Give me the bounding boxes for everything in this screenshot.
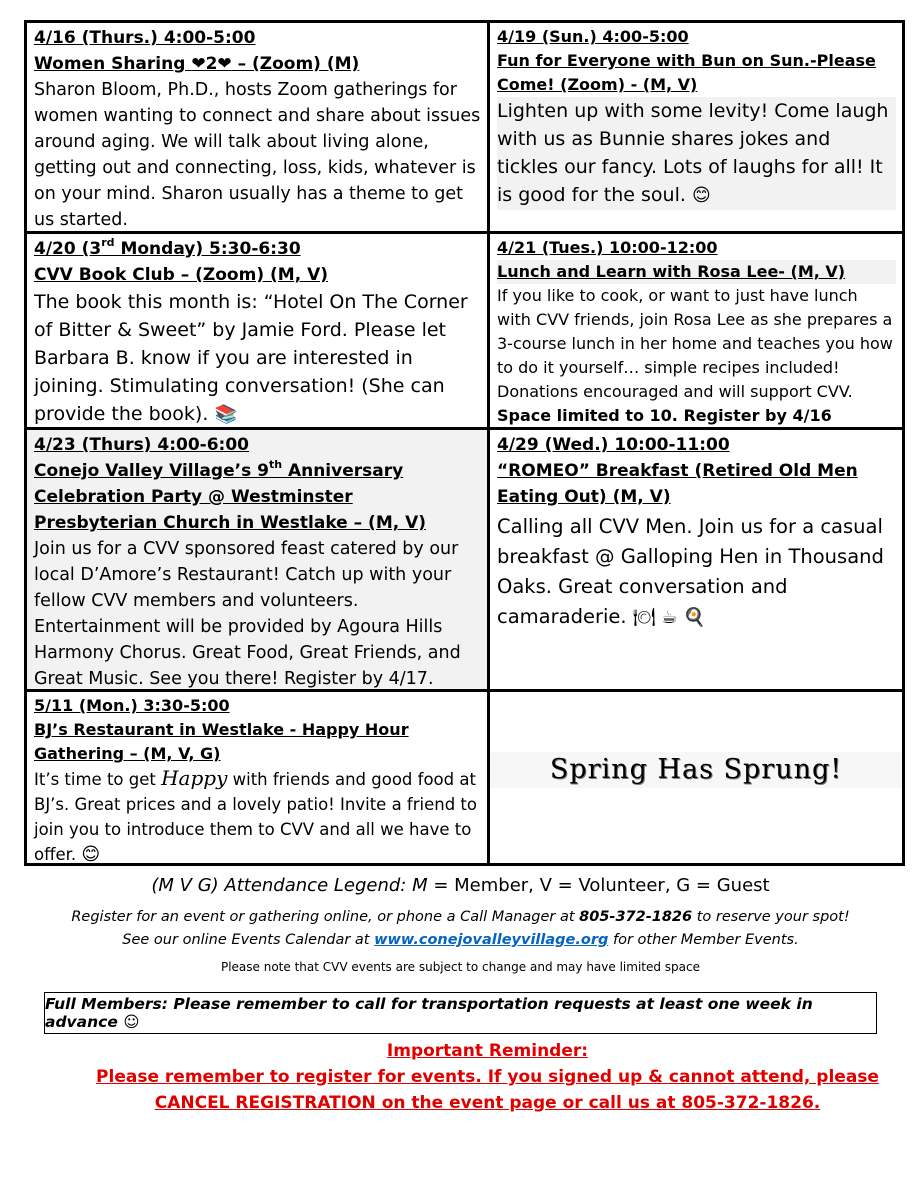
event-cell-women-sharing — [27, 23, 490, 231]
books-icon: 📚 — [214, 404, 237, 425]
transport-reminder-box: Full Members: Please remember to call for transportation requests at least one week in advance ☺ — [44, 992, 877, 1034]
event-title: Women Sharing ❤2❤ – (Zoom) (M) — [34, 54, 360, 74]
event-title: Fun for Everyone with Bun on Sun.-Please Come! (Zoom) - (M, V) — [497, 51, 876, 94]
event-description: Join us for a CVV sponsored feast catered by our local D’Amore’s Restaurant! Catch up with your fellow CVV members and volunteers. Entertainment will be provided by Agoura Hills Harmony Chorus. Great Food, Great Friends, and Great Music. See you there! Register by 4/17. — [34, 539, 461, 689]
event-date: 4/21 (Tues.) 10:00-12:00 — [497, 238, 718, 257]
event-description: It’s time to get Happy with friends and good food at BJ’s. Great prices and a lovely patio! Invite a friend to join you to introduce them to CVV and all we have to offer. 😊 — [34, 766, 477, 863]
event-description: Lighten up with some levity! Come laugh with us as Bunnie shares jokes and tickles our fancy. Lots of laughs for all! It is good for the soul. 😊 — [497, 97, 896, 210]
event-title: BJ’s Restaurant in Westlake - Happy Hour Gathering – (M, V, G) — [34, 720, 409, 763]
smiley-icon: 😊 — [81, 844, 101, 863]
spring-cell — [490, 689, 902, 863]
heart-icon: ❤ — [217, 54, 232, 74]
phone-number[interactable]: 805-372-1826 — [579, 909, 693, 925]
event-title: CVV Book Club – (Zoom) (M, V) — [34, 265, 329, 285]
event-cell-book-club — [27, 231, 490, 427]
website-link[interactable]: www.conejovalleyvillage.org — [374, 932, 609, 948]
calendar-line: See our online Events Calendar at www.conejovalleyvillage.org for other Member Events. — [122, 932, 799, 948]
change-note: Please note that CVV events are subject to change and may have limited space — [220, 960, 701, 974]
smiley-icon: 😊 — [691, 185, 711, 206]
event-description: If you like to cook, or want to just have lunch with CVV friends, join Rosa Lee as she prepares a 3-course lunch in her home and teaches you how to do it yourself… simple recipes included! Donations encouraged and will support CVV. — [497, 286, 893, 401]
event-title: Lunch and Learn with Rosa Lee- (M, V) — [497, 260, 896, 284]
event-date: 5/11 (Mon.) 3:30-5:00 — [34, 696, 230, 715]
event-cell-lunch-and-learn — [490, 231, 902, 427]
event-cell-bun-on-sun — [490, 23, 902, 231]
reminder-title: Important Reminder: — [386, 1041, 589, 1061]
happy-script-text: Happy — [161, 766, 228, 790]
event-description: Sharon Bloom, Ph.D., hosts Zoom gatherings for women wanting to connect and share about issues around aging. We will talk about living alone, getting out and connecting, loss, kids, whatever is on your mind. Sharon usually has a theme to get us started. — [34, 80, 481, 230]
heart-icon: ❤ — [191, 54, 206, 74]
event-date: 4/23 (Thurs) 4:00-6:00 — [34, 435, 249, 455]
event-date: 4/29 (Wed.) 10:00-11:00 — [497, 435, 730, 455]
event-footer: Space limited to 10. Register by 4/16 — [497, 406, 832, 425]
event-date: 4/16 (Thurs.) 4:00-5:00 — [34, 28, 256, 48]
event-description: The book this month is: “Hotel On The Corner of Bitter & Sweet” by Jamie Ford. Please let Barbara B. know if you are interested in joining. Stimulating conversation! (She can provide the book). 📚 — [34, 291, 468, 425]
event-date: 4/20 (3rd Monday) 5:30-6:30 — [34, 236, 301, 259]
event-title: “ROMEO” Breakfast (Retired Old Men Eating Out) (M, V) — [497, 461, 858, 507]
breakfast-icons: 🍽 ☕ 🍳 — [632, 607, 706, 628]
spring-banner: Spring Has Sprung! — [490, 752, 902, 788]
reminder-line-2: CANCEL REGISTRATION on the event page or call us at 805-372-1826. — [154, 1093, 821, 1113]
event-cell-bjs-happy-hour — [27, 689, 490, 863]
event-cell-anniversary — [27, 427, 490, 689]
attendance-legend: (M V G) Attendance Legend: M = Member, V = Volunteer, G = Guest — [151, 875, 770, 896]
register-line: Register for an event or gathering online, or phone a Call Manager at 805-372-1826 to reserve your spot! — [71, 909, 850, 925]
event-description: Calling all CVV Men. Join us for a casual breakfast @ Galloping Hen in Thousand Oaks. Great conversation and camaraderie. 🍽 ☕ 🍳 — [497, 515, 884, 628]
event-date: 4/19 (Sun.) 4:00-5:00 — [497, 27, 689, 46]
event-cell-romeo-breakfast — [490, 427, 902, 689]
events-table — [24, 20, 905, 866]
event-title: Conejo Valley Village’s 9th Anniversary Celebration Party @ Westminster Presbyterian Church in Westlake – (M, V) — [34, 458, 427, 533]
reminder-line-1: Please remember to register for events. If you signed up & cannot attend, please — [96, 1067, 879, 1087]
